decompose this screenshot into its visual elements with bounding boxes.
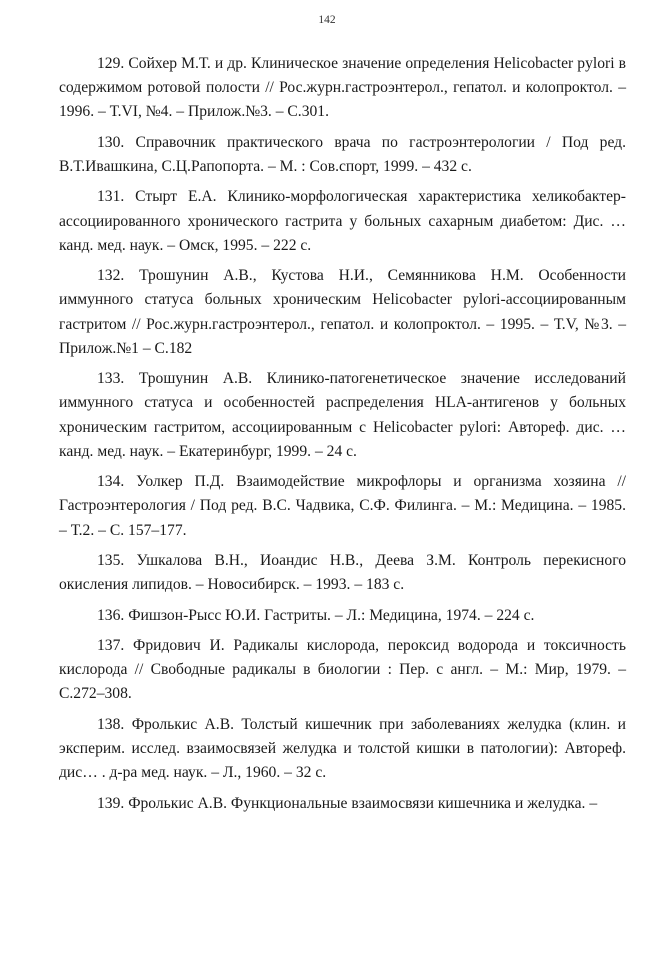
page-number: 142	[318, 14, 336, 26]
reference-item: 135. Ушкалова В.Н., Иоандис Н.В., Деева З.М. Контроль перекисного окисления липидов. – Новосибирск. – 1993. – 183 с.	[59, 551, 626, 594]
reference-item: 129. Сойхер М.Т. и др. Клиническое значение определения Helicobacter pylori в содержимом ротовой полости // Рос.журн.гастроэнтерол., гепатол. и колопроктол. – 1996. – Т.VI, №4. – Прилож.№3. – С.301.	[59, 55, 626, 121]
reference-item: 136. Фишзон-Рысс Ю.И. Гастриты. – Л.: Медицина, 1974. – 224 с.	[97, 606, 535, 624]
reference-item: 133. Трошунин А.В. Клинико-патогенетическое значение исследований иммунного статуса и особенностей распределения HLA-антигенов у больных хроническим гастритом, ассоциированным с Helicobacter pylori: Автореф. дис. … канд. мед. наук. – Екатеринбург, 1999. – 24 с.	[59, 370, 626, 460]
reference-item: 132. Трошунин А.В., Кустова Н.И., Семянникова Н.М. Особенности иммунного статуса больных хроническим Helicobacter pylori-ассоциированным гастритом // Рос.журн.гастроэнтерол., гепатол. и колопроктол. – 1995. – Т.V, №3. – Прилож.№1 – С.182	[59, 267, 626, 357]
reference-item: 131. Стырт Е.А. Клинико-морфологическая характеристика хеликобактер-ассоциированного хронического гастрита у больных сахарным диабетом: Дис. … канд. мед. наук. – Омск, 1995. – 222 с.	[59, 188, 626, 254]
reference-item: 130. Справочник практического врача по гастроэнтерологии / Под ред. В.Т.Ивашкина, С.Ц.Рапопорта. – М. : Сов.спорт, 1999. – 432 с.	[59, 133, 626, 175]
reference-item: 134. Уолкер П.Д. Взаимодействие микрофлоры и организма хозяина // Гастроэнтерология / Под ред. В.С. Чадвика, С.Ф. Филинга. – М.: Медицина. – 1985. – Т.2. – С. 157–177.	[59, 473, 626, 539]
reference-item: 139. Фролькис А.В. Функциональные взаимосвязи кишечника и желудка. –	[97, 794, 598, 812]
reference-item: 138. Фролькис А.В. Толстый кишечник при заболеваниях желудка (клин. и эксперим. исслед. взаимосвязей желудка и толстой кишки в патологии): Автореф. дис… . д-ра мед. наук. – Л., 1960. – 32 с.	[59, 715, 626, 782]
reference-item: 137. Фридович И. Радикалы кислорода, пероксид водорода и токсичность кислорода // Свободные радикалы в биологии : Пер. с англ. – М.: Мир, 1979. – С.272–308.	[59, 636, 626, 703]
reference-list	[59, 52, 626, 822]
